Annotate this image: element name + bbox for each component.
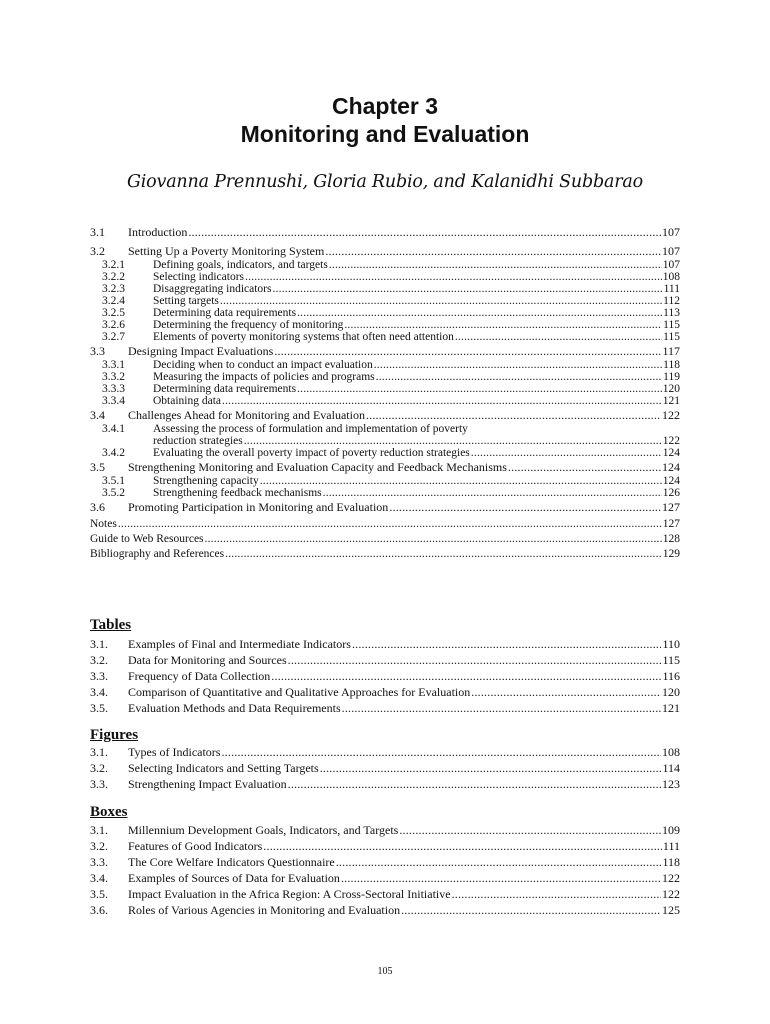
toc-entry: [90, 383, 680, 395]
toc-entry: [90, 359, 680, 371]
entry-label: Strengthening capacity: [153, 475, 259, 487]
leader-dots: [341, 870, 661, 886]
entry-number: 3.2.: [90, 653, 108, 667]
leader-dots: [320, 760, 662, 776]
entry-label: Features of Good Indicators: [128, 839, 263, 853]
leader-dots: [323, 487, 662, 499]
entry-label: Setting Up a Poverty Monitoring System: [128, 244, 325, 258]
entry-line: [153, 395, 680, 407]
toc-entry: [90, 870, 680, 886]
entry-number: 3.2.5: [102, 307, 125, 319]
entry-number: 3.5.2: [102, 487, 125, 499]
entry-label: Guide to Web Resources: [90, 533, 204, 545]
chapter-number: Chapter 3: [331, 93, 439, 119]
leader-dots: [376, 371, 663, 383]
entry-page: 127: [662, 500, 680, 514]
toc-entry: [90, 295, 680, 307]
toc-entry: [90, 423, 680, 447]
leader-dots: [263, 838, 662, 854]
entry-line: [153, 295, 680, 307]
entry-line: [128, 760, 680, 776]
entry-line: [153, 307, 680, 319]
entry-label: Strengthening Monitoring and Evaluation Capacity and Feedback Mechanisms: [128, 460, 507, 474]
entry-line: [90, 548, 680, 560]
leader-dots: [329, 259, 662, 271]
entry-number: 3.2.2: [102, 271, 125, 283]
entry-line: [128, 407, 680, 423]
entry-label: Determining data requirements: [153, 383, 297, 395]
toc-entry: [90, 343, 680, 359]
toc-entry: [90, 371, 680, 383]
entry-label: Types of Indicators: [128, 745, 221, 759]
entry-label: Strengthening Impact Evaluation: [128, 777, 287, 791]
entry-line: [153, 435, 680, 447]
entry-number: 3.4.: [90, 685, 108, 699]
entry-line: [128, 499, 680, 515]
leader-dots: [260, 475, 662, 487]
entry-page: 107: [662, 259, 680, 271]
page-number: 105: [377, 966, 393, 977]
leader-dots: [297, 307, 662, 319]
entry-line: [128, 684, 680, 700]
entry-label: Disaggregating indicators: [153, 283, 272, 295]
entry-page: 120: [662, 383, 680, 395]
entry-label: Bibliography and References: [90, 548, 225, 560]
entry-number: 3.4.1: [102, 423, 125, 435]
entry-line: [153, 371, 680, 383]
leader-dots: [188, 224, 661, 240]
entry-page: 115: [663, 331, 680, 343]
toc-entry: [90, 499, 680, 515]
toc-entry: [90, 652, 680, 668]
entry-line: [128, 224, 680, 240]
leader-dots: [220, 295, 662, 307]
entry-label: Elements of poverty monitoring systems that often need attention: [153, 331, 454, 343]
entry-page: 124: [662, 460, 680, 474]
entry-page: 122: [662, 871, 680, 885]
entry-number: 3.3.3: [102, 383, 125, 395]
entry-label: Introduction: [128, 225, 188, 239]
leader-dots: [401, 902, 661, 918]
entry-number: 3.2.: [90, 761, 108, 775]
entry-number: 3.6.: [90, 903, 108, 917]
entry-number: 3.4: [90, 408, 105, 422]
toc-entry: [90, 902, 680, 918]
entry-label: Evaluating the overall poverty impact of poverty reduction strategies: [153, 447, 470, 459]
entry-line: [153, 359, 680, 371]
entry-number: 3.5.: [90, 701, 108, 715]
entry-number: 3.6: [90, 500, 105, 514]
entry-number: 3.2: [90, 244, 105, 258]
entry-page: 122: [662, 408, 680, 422]
entry-page: 122: [662, 887, 680, 901]
leader-dots: [272, 283, 662, 295]
toc-entry: [90, 684, 680, 700]
leader-dots: [274, 343, 661, 359]
entry-page: 124: [662, 447, 680, 459]
entry-page: 107: [662, 225, 680, 239]
entry-line: [153, 283, 680, 295]
toc-entry: [90, 447, 680, 459]
entry-label-line1: Assessing the process of formulation and implementation of poverty: [153, 423, 468, 435]
authors: Giovanna Prennushi, Gloria Rubio, and Kalanidhi Subbarao: [127, 172, 643, 192]
entry-number: 3.1.: [90, 637, 108, 651]
toc-entry: [90, 886, 680, 902]
entry-label: Promoting Participation in Monitoring and Evaluation: [128, 500, 389, 514]
entry-label: Designing Impact Evaluations: [128, 344, 274, 358]
entry-line: [153, 383, 680, 395]
leader-dots: [352, 636, 662, 652]
leader-dots: [374, 359, 662, 371]
entry-label: Strengthening feedback mechanisms: [153, 487, 322, 499]
toc-entry: [90, 548, 680, 560]
toc-entry: [90, 854, 680, 870]
table-of-contents: [90, 224, 680, 560]
leader-dots: [399, 822, 661, 838]
entry-label: Setting targets: [153, 295, 219, 307]
leader-dots: [244, 435, 662, 447]
entry-page: 110: [662, 637, 680, 651]
entry-line: [128, 886, 680, 902]
entry-page: 113: [663, 307, 680, 319]
entry-label: Determining data requirements: [153, 307, 297, 319]
toc-entry: [90, 243, 680, 259]
leader-dots: [205, 533, 662, 545]
toc-entry: [90, 395, 680, 407]
entry-label: Comparison of Quantitative and Qualitative Approaches for Evaluation: [128, 685, 471, 699]
toc-entry: [90, 259, 680, 271]
entry-line: [153, 475, 680, 487]
leader-dots: [471, 684, 661, 700]
entry-number: 3.3.: [90, 777, 108, 791]
entry-line: [128, 838, 680, 854]
entry-label: Data for Monitoring and Sources: [128, 653, 287, 667]
leader-dots: [245, 271, 662, 283]
entry-page: 125: [662, 903, 680, 917]
leader-dots: [342, 700, 661, 716]
entry-number: 3.3.2: [102, 371, 125, 383]
entry-label: Selecting indicators: [153, 271, 245, 283]
toc-entry: [90, 331, 680, 343]
entry-label: reduction strategies: [153, 435, 243, 447]
entry-page: 121: [662, 701, 680, 715]
entry-line: [128, 902, 680, 918]
entry-line: [128, 652, 680, 668]
leader-dots: [118, 518, 662, 530]
entry-label: Impact Evaluation in the Africa Region: A Cross-Sectoral Initiative: [128, 887, 451, 901]
toc-entry: [90, 224, 680, 240]
entry-label: Evaluation Methods and Data Requirements: [128, 701, 341, 715]
entry-line: [90, 533, 680, 545]
entry-number: 3.3.1: [102, 359, 125, 371]
entry-number: 3.1.: [90, 823, 108, 837]
leader-dots: [288, 776, 661, 792]
entry-line: [128, 822, 680, 838]
entry-number: 3.3.: [90, 855, 108, 869]
entry-page: 118: [663, 359, 680, 371]
toc-entry: [90, 700, 680, 716]
entry-page: 117: [662, 344, 680, 358]
leader-dots: [344, 319, 662, 331]
entry-line: [128, 744, 680, 760]
leader-dots: [389, 499, 661, 515]
leader-dots: [336, 854, 662, 870]
leader-dots: [325, 243, 661, 259]
entry-page: 127: [662, 518, 680, 530]
entry-label: Examples of Sources of Data for Evaluation: [128, 871, 340, 885]
entry-label: Determining the frequency of monitoring: [153, 319, 344, 331]
entry-number: 3.5: [90, 460, 105, 474]
entry-page: 129: [662, 548, 680, 560]
boxes-heading: Boxes: [90, 804, 128, 820]
entry-line: [128, 854, 680, 870]
entry-label: Obtaining data: [153, 395, 222, 407]
entry-number: 3.4.2: [102, 447, 125, 459]
entry-label: Deciding when to conduct an impact evaluation: [153, 359, 373, 371]
list-of-figures: [90, 744, 680, 792]
leader-dots: [288, 652, 662, 668]
entry-line: [128, 343, 680, 359]
entry-label: Roles of Various Agencies in Monitoring and Evaluation: [128, 903, 401, 917]
entry-label: Selecting Indicators and Setting Targets: [128, 761, 319, 775]
entry-page: 114: [662, 761, 680, 775]
entry-line: [153, 331, 680, 343]
entry-page: 122: [662, 435, 680, 447]
entry-line: [128, 870, 680, 886]
toc-entry: [90, 307, 680, 319]
entry-line: [153, 319, 680, 331]
toc-entry: [90, 776, 680, 792]
entry-line: [153, 447, 680, 459]
toc-entry: [90, 838, 680, 854]
entry-number: 3.2.1: [102, 259, 125, 271]
entry-page: 120: [662, 685, 680, 699]
entry-number: 3.2.4: [102, 295, 125, 307]
entry-page: 115: [663, 319, 680, 331]
list-of-tables: [90, 636, 680, 716]
toc-entry: [90, 668, 680, 684]
toc-entry: [90, 744, 680, 760]
entry-line: [128, 459, 680, 475]
entry-page: 124: [662, 475, 680, 487]
toc-entry: [90, 533, 680, 545]
figures-heading: Figures: [90, 727, 139, 743]
entry-label: Millennium Development Goals, Indicators, and Targets: [128, 823, 399, 837]
entry-page: 111: [663, 283, 680, 295]
entry-label: The Core Welfare Indicators Questionnaire: [128, 855, 335, 869]
entry-page: 119: [663, 371, 680, 383]
leader-dots: [455, 331, 662, 343]
entry-page: 108: [662, 271, 680, 283]
entry-page: 128: [662, 533, 680, 545]
entry-line: [128, 636, 680, 652]
toc-entry: [90, 475, 680, 487]
leader-dots: [222, 395, 662, 407]
tables-heading: Tables: [90, 617, 132, 633]
entry-page: 123: [662, 777, 680, 791]
entry-label: Defining goals, indicators, and targets: [153, 259, 328, 271]
toc-entry: [90, 407, 680, 423]
entry-label: Notes: [90, 518, 117, 530]
entry-number: 3.5.1: [102, 475, 125, 487]
toc-entry: [90, 459, 680, 475]
list-of-boxes: [90, 822, 680, 918]
entry-line: [128, 700, 680, 716]
toc-entry: [90, 319, 680, 331]
entry-line: [128, 243, 680, 259]
entry-page: 121: [662, 395, 680, 407]
entry-page: 112: [663, 295, 680, 307]
entry-number: 3.1.: [90, 745, 108, 759]
toc-entry: [90, 283, 680, 295]
entry-number: 3.4.: [90, 871, 108, 885]
entry-line: [128, 668, 680, 684]
entry-page: 109: [662, 823, 680, 837]
entry-line: [128, 776, 680, 792]
entry-number: 3.5.: [90, 887, 108, 901]
toc-entry: [90, 518, 680, 530]
toc-entry: [90, 487, 680, 499]
entry-page: 107: [662, 244, 680, 258]
entry-line: [153, 271, 680, 283]
chapter-title: Monitoring and Evaluation: [240, 121, 530, 147]
entry-label: Frequency of Data Collection: [128, 669, 271, 683]
entry-number: 3.3.4: [102, 395, 125, 407]
entry-number: 3.2.7: [102, 331, 125, 343]
entry-label: Measuring the impacts of policies and programs: [153, 371, 375, 383]
entry-number: 3.2.: [90, 839, 108, 853]
leader-dots: [366, 407, 661, 423]
entry-line: [153, 259, 680, 271]
entry-page: 118: [662, 855, 680, 869]
leader-dots: [225, 548, 662, 560]
toc-entry: [90, 271, 680, 283]
leader-dots: [297, 383, 662, 395]
entry-number: 3.3.: [90, 669, 108, 683]
entry-page: 111: [662, 839, 680, 853]
leader-dots: [271, 668, 661, 684]
entry-page: 115: [662, 653, 680, 667]
leader-dots: [471, 447, 662, 459]
leader-dots: [508, 459, 661, 475]
entry-line: [153, 487, 680, 499]
entry-number: 3.2.3: [102, 283, 125, 295]
leader-dots: [221, 744, 661, 760]
entry-number: 3.2.6: [102, 319, 125, 331]
toc-entry: [90, 636, 680, 652]
entry-number: 3.1: [90, 225, 105, 239]
entry-number: 3.3: [90, 344, 105, 358]
leader-dots: [452, 886, 661, 902]
entry-label: Challenges Ahead for Monitoring and Evaluation: [128, 408, 365, 422]
entry-page: 108: [662, 745, 680, 759]
toc-entry: [90, 822, 680, 838]
entry-label: Examples of Final and Intermediate Indicators: [128, 637, 351, 651]
entry-page: 126: [662, 487, 680, 499]
toc-entry: [90, 760, 680, 776]
entry-line: [90, 518, 680, 530]
entry-page: 116: [662, 669, 680, 683]
